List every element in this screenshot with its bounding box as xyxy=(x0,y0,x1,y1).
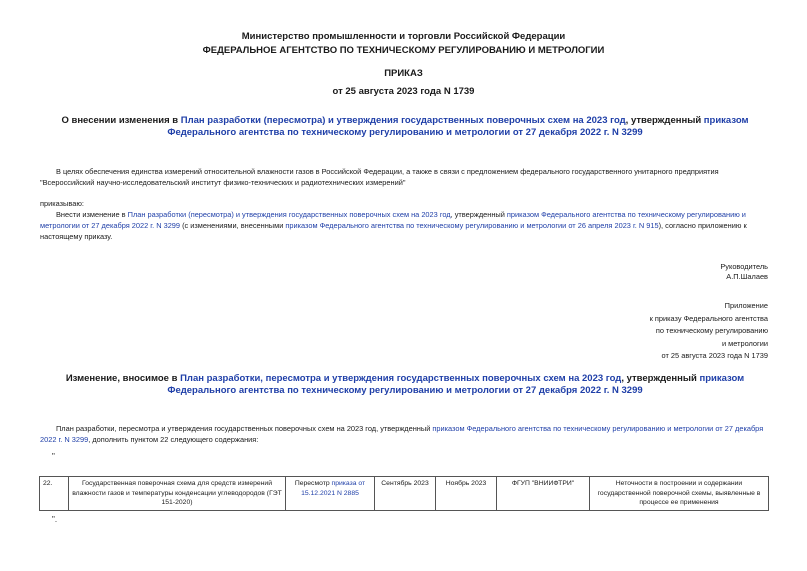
order-clause-paragraph xyxy=(40,209,768,242)
doc-type-heading: ПРИКАЗ xyxy=(384,68,423,79)
order-2885-link[interactable]: приказа от 15.12.2021 N 2885 xyxy=(301,480,366,497)
appendix-line: Приложение xyxy=(724,301,768,310)
orders-label: приказываю: xyxy=(40,199,84,208)
table-row xyxy=(40,477,769,511)
clause-text-a: Внести изменение в xyxy=(56,210,128,219)
clause-plan-link[interactable]: План разработки (пересмотра) и утверждения государственных поверочных схем на 2023 год xyxy=(127,210,451,219)
amendment-title-middle: , утвержденный xyxy=(621,373,700,384)
amendment-text-a: План разработки, пересмотра и утверждения государственных поверочных схем на 2023 год, утвержденный xyxy=(56,424,433,433)
amendment-paragraph xyxy=(40,423,768,445)
ministry-heading: Министерство промышленности и торговли Российской Федерации xyxy=(241,31,566,42)
plan-link[interactable]: План разработки (пересмотра) и утверждения государственных поверочных схем на 2023 год xyxy=(180,115,626,126)
quote-close: ". xyxy=(52,515,58,524)
appendix-line: от 25 августа 2023 года N 1739 xyxy=(661,351,768,360)
clause-text-c: (с изменениями, внесенными xyxy=(180,221,286,230)
amendment-text-b: , дополнить пунктом 22 следующего содержания: xyxy=(88,435,259,444)
order-title-middle: , утвержденный xyxy=(625,115,704,126)
amendment-order-3299-link[interactable]: приказом Федерального агентства по техническому регулированию и метрологии от 27 декабря 2022 г. N 3299 xyxy=(167,373,745,396)
agency-heading: ФЕДЕРАЛЬНОЕ АГЕНТСТВО ПО ТЕХНИЧЕСКОМУ РЕГУЛИРОВАНИЮ И МЕТРОЛОГИИ xyxy=(202,45,605,56)
amendment-table xyxy=(39,476,769,511)
appendix-block xyxy=(568,300,768,363)
order-title xyxy=(40,115,770,139)
cell-scheme-name: Государственная поверочная схема для средств измерений влажности газов и температуры конденсации углеводородов (ГЭТ 151-2020) xyxy=(69,477,286,511)
clause-text-b: , утвержденный xyxy=(450,210,507,219)
cell-number: 22. xyxy=(40,477,69,511)
quote-open: " xyxy=(52,452,55,461)
appendix-line: по техническому регулированию xyxy=(655,326,768,335)
preamble-paragraph: В целях обеспечения единства измерений относительной влажности газов в Российской Федерации, а также в связи с предложением федерального государственного унитарного предприятия "Всероссийский научно-исследовательский институт физико-технических и радиотехнических измерений" xyxy=(40,167,719,187)
cell-reason: Неточности в построении и содержании государственной поверочной схемы, выявленные в процессе ее применения xyxy=(590,477,769,511)
amendment-paragraph-order-link[interactable]: приказом Федерального агентства по техническому регулированию и метрологии от 27 декабря 2022 г. N 3299 xyxy=(40,424,764,444)
amendment-plan-link[interactable]: План разработки, пересмотра и утверждения государственных поверочных схем на 2023 год xyxy=(180,373,622,384)
cell-action xyxy=(286,477,375,511)
signature-role: Руководитель xyxy=(720,262,768,271)
cell-end: Ноябрь 2023 xyxy=(436,477,497,511)
clause-text-d: ), согласно приложению к настоящему приказу. xyxy=(40,221,747,241)
signature-block xyxy=(568,262,768,282)
appendix-line: к приказу Федерального агентства xyxy=(649,313,768,323)
clause-order-3299-link[interactable]: приказом Федерального агентства по техническому регулированию и метрологии от 27 декабря 2022 г. N 3299 xyxy=(40,210,746,230)
amendment-title xyxy=(40,373,770,397)
clause-order-915-link[interactable]: приказом Федерального агентства по техническому регулированию и метрологии от 26 апреля 2023 г. N 915 xyxy=(285,221,659,230)
amendment-title-prefix: Изменение, вносимое в xyxy=(65,373,181,384)
order-date-number: от 25 августа 2023 года N 1739 xyxy=(332,86,475,97)
order-title-prefix: О внесении изменения в xyxy=(61,115,181,126)
order-3299-link[interactable]: приказом Федерального агентства по техническому регулированию и метрологии от 27 декабря 2022 г. N 3299 xyxy=(167,115,749,138)
signature-name: А.П.Шалаев xyxy=(726,272,768,281)
cell-start: Сентябрь 2023 xyxy=(375,477,436,511)
cell-organization: ФГУП "ВНИИФТРИ" xyxy=(497,477,590,511)
appendix-line: и метрологии xyxy=(721,338,768,348)
cell-action-text: Пересмотр xyxy=(294,480,332,487)
